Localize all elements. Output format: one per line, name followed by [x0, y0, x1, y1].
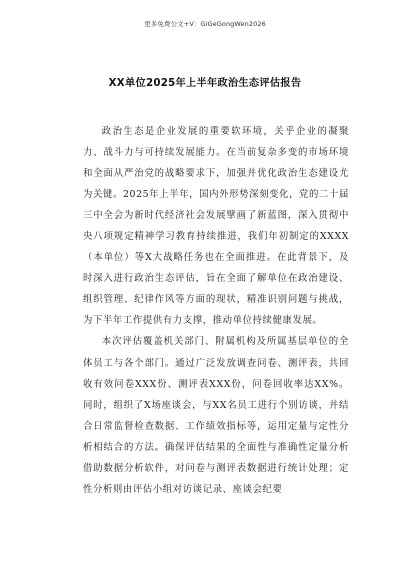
document-title: XX单位2025年上半年政治生态评估报告 — [108, 78, 302, 89]
paragraph-intro: 政治生态是企业发展的重要软环境，关乎企业的凝聚力、战斗力与可持续发展能力。在当前复杂多变的市场环境和全面从严治党的战略要求下，加强并优化政治生态建设尤为关键。2025年上半年，国内外形势深刻变化，党的二十届三中全会为新时代经济社会发展擘画了新蓝图，深入贯彻中央八项规定精神学习教育持续推进，我们年初制定的XXXX（本单位）等X大战略任务也在全面推进。在此背景下，及时深入进行政治生态评估，旨在全面了解单位在政治建设、组织管理、纪律作风等方面的现状，精准识别问题与挑战，为下半年工作提供有力支撑，推动单位持续健康发展。 — [83, 126, 349, 327]
header-note: 更多免费公文+V：GiGeGongWen2026 — [144, 20, 266, 28]
document-body — [83, 121, 349, 500]
paragraph-method: 本次评估覆盖机关部门、附属机构及所属基层单位的全体员工与各个部门。通过广泛发放调查问卷、测评表，共回收有效问卷XXX份、测评表XXX份，问卷回收率达XX%。同时，组织了X场座谈会，与XX名员工进行个别访谈，并结合日常监督检查数据、工作绩效指标等，运用定量与定性分析相结合的方法。确保评估结果的全面性与准确性定量分析借助数据分析软件，对问卷与测评表数据进行统计处理；定性分析则由评估小组对访谈记录、座谈会纪要 — [83, 336, 349, 495]
